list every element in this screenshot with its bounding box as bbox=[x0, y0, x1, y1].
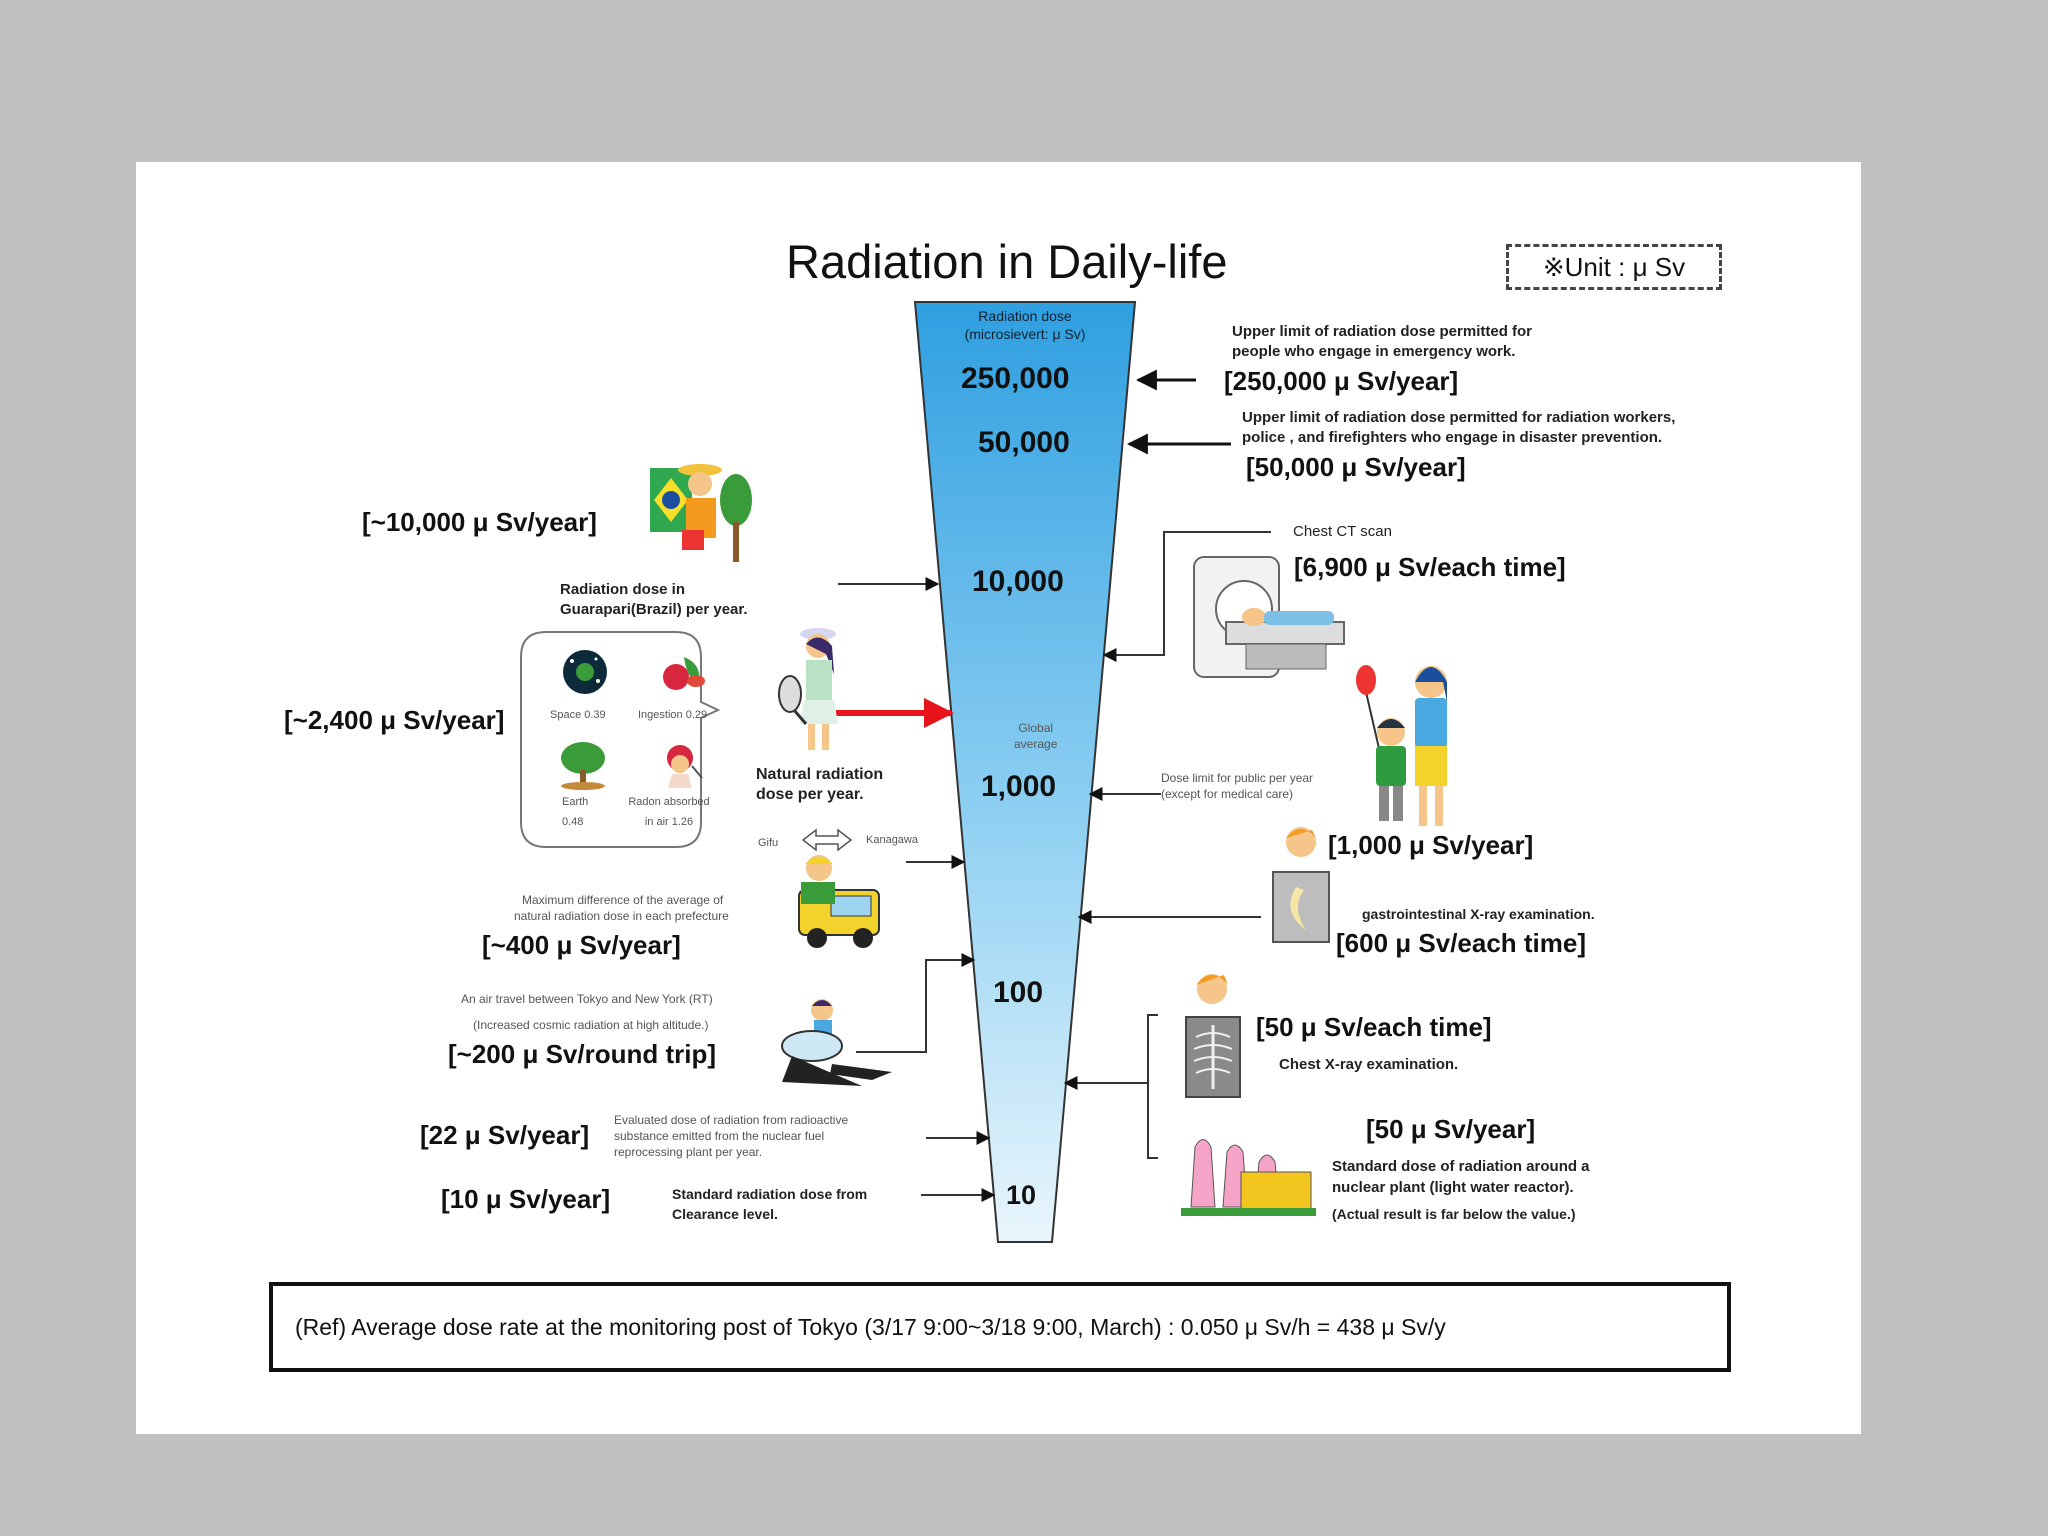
reprocessing-note-line: Evaluated dose of radiation from radioactive bbox=[614, 1113, 849, 1127]
reprocessing-note-line: reprocessing plant per year. bbox=[614, 1145, 763, 1159]
public-note-line: Dose limit for public per year bbox=[1161, 771, 1314, 785]
brazil-note bbox=[560, 580, 748, 620]
natural-note-line: dose per year. bbox=[756, 786, 864, 803]
radon-breathing-icon bbox=[658, 740, 708, 790]
emergency-note-line: Upper limit of radiation dose permitted for bbox=[1232, 323, 1533, 340]
earth-label bbox=[562, 792, 588, 832]
nuclear-note-line: Standard dose of radiation around a bbox=[1332, 1158, 1590, 1175]
nuclear-note bbox=[1332, 1156, 1590, 1225]
workers-note-line: police , and firefighters who engage in disaster prevention. bbox=[1242, 429, 1663, 446]
airplane-passenger-icon bbox=[772, 994, 902, 1094]
reference-note: (Ref) Average dose rate at the monitoring post of Tokyo (3/17 9:00~3/18 9:00, March) : 0.050 μ Sv/h = 438 μ Sv/y bbox=[269, 1282, 1731, 1372]
clearance-note-line: Standard radiation dose from bbox=[672, 1186, 868, 1202]
unit-note: ※Unit : μ Sv bbox=[1506, 244, 1722, 290]
funnel-header-title: Radiation dose bbox=[978, 308, 1072, 324]
nuclear-note-line: (Actual result is far below the value.) bbox=[1332, 1206, 1576, 1222]
public-note bbox=[1161, 770, 1313, 802]
brazil-value: [~10,000 μ Sv/year] bbox=[362, 507, 597, 537]
nuclear-plant-icon bbox=[1181, 1122, 1316, 1217]
clearance-note-line: Clearance level. bbox=[672, 1206, 778, 1222]
chest-xray-icon bbox=[1174, 967, 1249, 1117]
prefecture-note bbox=[514, 892, 894, 924]
clearance-value: [10 μ Sv/year] bbox=[441, 1184, 611, 1214]
natural-value: [~2,400 μ Sv/year] bbox=[284, 705, 505, 735]
air-value: [~200 μ Sv/round trip] bbox=[448, 1039, 717, 1069]
air-note-line: (Increased cosmic radiation at high altitude.) bbox=[473, 1018, 709, 1032]
emergency-note-line: people who engage in emergency work. bbox=[1232, 343, 1516, 360]
ct-label: Chest CT scan bbox=[1293, 523, 1392, 540]
ingestion-label: Ingestion 0.29 bbox=[638, 709, 708, 721]
natural-note-line: Natural radiation bbox=[756, 766, 884, 783]
ct-scanner-icon bbox=[1186, 547, 1351, 697]
family-icon bbox=[1351, 642, 1461, 832]
workers-note-line: Upper limit of radiation dose permitted for radiation workers, bbox=[1242, 409, 1676, 426]
clearance-note bbox=[672, 1184, 867, 1224]
chest-xray-note: Chest X-ray examination. bbox=[1279, 1056, 1459, 1073]
prefecture-value: [~400 μ Sv/year] bbox=[482, 930, 681, 960]
slide bbox=[136, 162, 1861, 1434]
chest-xray-value: [50 μ Sv/each time] bbox=[1256, 1012, 1492, 1042]
space-icon bbox=[560, 647, 610, 697]
funnel-header bbox=[920, 307, 1130, 343]
earth-label-line: 0.48 bbox=[562, 816, 584, 828]
tick-250000: 250,000 bbox=[961, 362, 1070, 395]
gifu-label: Gifu bbox=[758, 837, 779, 849]
reprocessing-note-line: substance emitted from the nuclear fuel bbox=[614, 1129, 825, 1143]
air-note-line: An air travel between Tokyo and New York (RT) bbox=[461, 992, 713, 1006]
public-note-line: (except for medical care) bbox=[1161, 787, 1294, 801]
earth-tree-icon bbox=[556, 740, 611, 790]
emergency-value: [250,000 μ Sv/year] bbox=[1224, 366, 1459, 396]
ct-value: [6,900 μ Sv/each time] bbox=[1294, 552, 1566, 582]
funnel-header-unit: (microsievert: μ Sv) bbox=[964, 326, 1086, 342]
global-average-label bbox=[1014, 720, 1057, 752]
tick-10000: 10,000 bbox=[972, 565, 1064, 598]
gi-value: [600 μ Sv/each time] bbox=[1336, 928, 1587, 958]
gi-note: gastrointestinal X-ray examination. bbox=[1362, 906, 1595, 922]
page-title: Radiation in Daily-life bbox=[786, 235, 1228, 288]
radon-label-line: Radon absorbed bbox=[628, 796, 710, 808]
ingestion-icon bbox=[656, 647, 711, 697]
prefecture-note-line: natural radiation dose in each prefecture bbox=[514, 909, 729, 923]
gi-xray-icon bbox=[1266, 822, 1336, 952]
tick-10: 10 bbox=[1006, 1180, 1037, 1210]
workers-value: [50,000 μ Sv/year] bbox=[1246, 452, 1466, 482]
earth-label-line: Earth bbox=[562, 796, 589, 808]
radon-label-line: in air 1.26 bbox=[644, 816, 694, 828]
space-label: Space 0.39 bbox=[550, 709, 606, 721]
global-average-line: Global bbox=[1018, 721, 1054, 735]
kanagawa-label: Kanagawa bbox=[866, 834, 918, 846]
brazil-note-line: Radiation dose in bbox=[560, 581, 686, 598]
workers-note bbox=[1242, 408, 1675, 448]
emergency-note bbox=[1232, 322, 1532, 362]
brazil-note-line: Guarapari(Brazil) per year. bbox=[560, 601, 748, 618]
global-average-line: average bbox=[1014, 737, 1058, 751]
tick-100: 100 bbox=[993, 976, 1044, 1009]
brazil-farmer-icon bbox=[648, 460, 758, 570]
prefecture-note-line: Maximum difference of the average of bbox=[522, 893, 724, 907]
natural-note bbox=[756, 765, 883, 805]
air-note bbox=[461, 986, 713, 1038]
nuclear-value: [50 μ Sv/year] bbox=[1366, 1114, 1536, 1144]
radon-label bbox=[624, 792, 714, 832]
nuclear-note-line: nuclear plant (light water reactor). bbox=[1332, 1179, 1574, 1196]
tick-1000: 1,000 bbox=[981, 770, 1057, 803]
tick-50000: 50,000 bbox=[978, 426, 1070, 459]
reprocessing-value: [22 μ Sv/year] bbox=[420, 1120, 590, 1150]
tennis-player-icon bbox=[776, 624, 856, 754]
public-value: [1,000 μ Sv/year] bbox=[1328, 830, 1534, 860]
reprocessing-note bbox=[614, 1112, 848, 1160]
